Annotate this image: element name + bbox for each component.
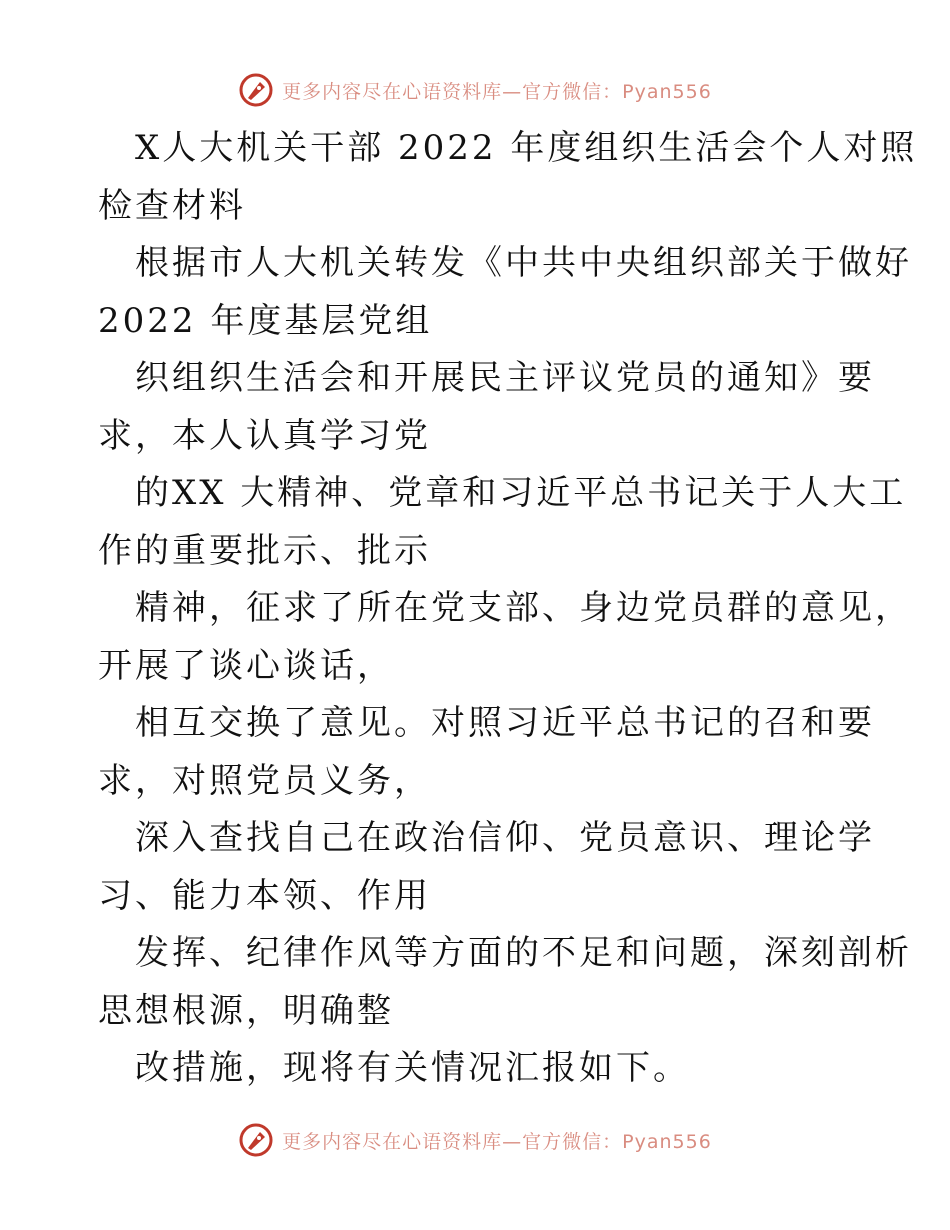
text-line: 深入查找自己在政治信仰、党员意识、理论学: [135, 818, 875, 858]
pen-nib-logo-icon: [238, 1122, 274, 1158]
text-line: 检查材料: [98, 185, 246, 226]
pen-nib-logo-icon: [238, 72, 274, 108]
text-line: 的XX 大精神、党章和习近平总书记关于人大工: [135, 473, 907, 513]
text-line: 作的重要批示、批示: [98, 530, 431, 571]
text-line: X人大机关干部 2022 年度组织生活会个人对照: [135, 128, 918, 168]
text-line: 习、能力本领、作用: [98, 875, 431, 916]
text-line: 织组织生活会和开展民主评议党员的通知》要: [135, 358, 875, 398]
text-line: 发挥、纪律作风等方面的不足和问题，深刻剖析: [135, 933, 912, 973]
text-line: 思想根源，明确整: [98, 990, 394, 1031]
header-watermark: [0, 70, 950, 110]
text-line: 相互交换了意见。对照习近平总书记的召和要: [135, 703, 875, 743]
watermark-text: 更多内容尽在心语资料库—官方微信：Pyan556: [282, 80, 712, 103]
text-line: 开展了谈心谈话，: [98, 645, 394, 686]
footer-watermark: [0, 1120, 950, 1160]
text-line: 精神，征求了所在党支部、身边党员群的意见，: [135, 588, 912, 628]
text-line: 根据市人大机关转发《中共中央组织部关于做好: [135, 243, 912, 283]
text-line: 改措施，现将有关情况汇报如下。: [135, 1048, 690, 1088]
text-line: 求，对照党员义务，: [98, 760, 431, 801]
text-line: 2022 年度基层党组: [98, 300, 433, 341]
text-line: 求，本人认真学习党: [98, 415, 431, 456]
document-body: [98, 120, 918, 1098]
watermark-text: 更多内容尽在心语资料库—官方微信：Pyan556: [282, 1130, 712, 1153]
